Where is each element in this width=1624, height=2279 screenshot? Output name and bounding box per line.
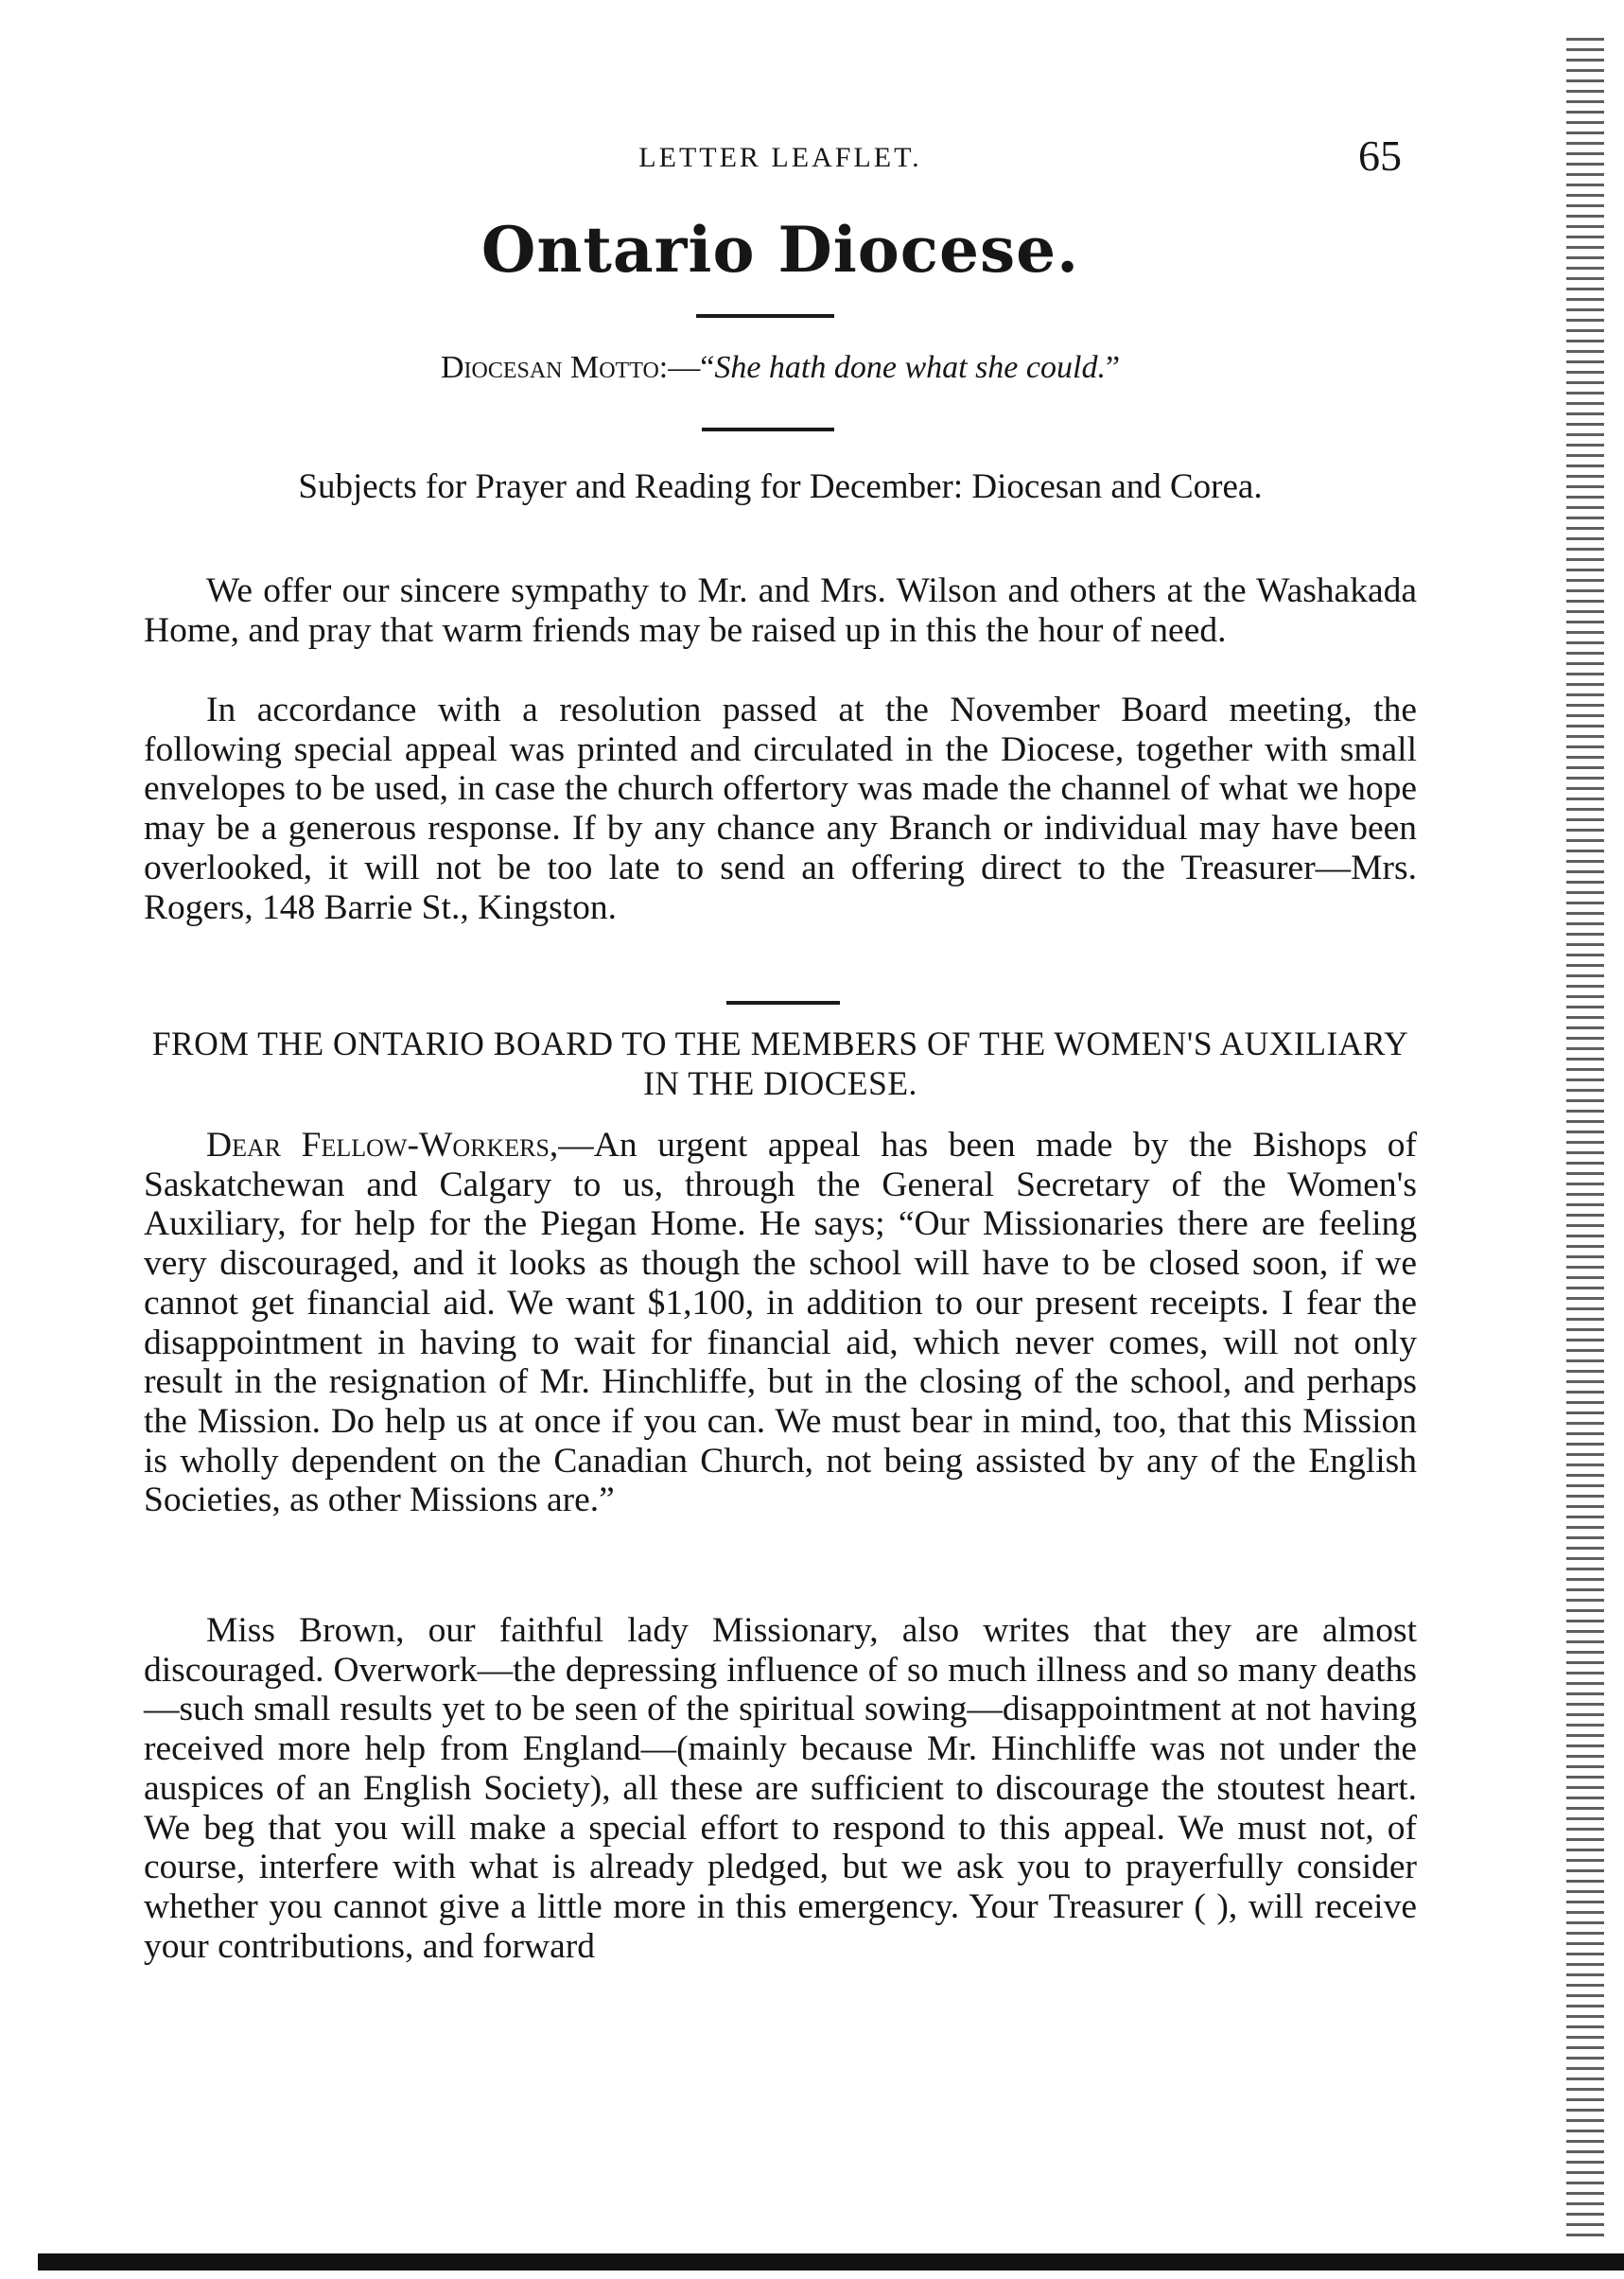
appeal-heading: FROM THE ONTARIO BOARD TO THE MEMBERS OF THE WOMEN'S AUXILIARY IN THE DIOCESE. <box>151 1025 1409 1102</box>
salutation: Dear Fellow-Workers, <box>206 1126 559 1165</box>
divider-rule <box>696 314 834 318</box>
paragraph-resolution: In accordance with a resolution passed at the November Board meeting, the following special appeal was printed and circulated in the Diocese, together with small envelopes to be used, in case the church offertory was made the channel of what we hope may be a generous response. If by any chance any Branch or individual may have been overlooked, it will not be too late to send an offering direct to the Treasurer—Mrs. Rogers, 148 Barrie St., Kingston. <box>144 691 1417 927</box>
motto-separator: :—“ <box>658 350 715 385</box>
diocesan-motto <box>132 350 1428 386</box>
running-head: LETTER LEAFLET. <box>638 142 922 173</box>
motto-text: She hath done what she could. <box>714 350 1106 385</box>
paragraph-appeal <box>144 1126 1417 1520</box>
divider-rule <box>726 1001 840 1005</box>
motto-label: Diocesan Motto <box>440 350 659 385</box>
paragraph-sympathy: We offer our sincere sympathy to Mr. and Mrs. Wilson and others at the Washakada Home, and pray that warm friends may be raised up in this the hour of need. <box>144 571 1417 650</box>
diocese-title: Ontario Diocese. <box>480 213 1080 287</box>
prayer-subjects: Subjects for Prayer and Reading for December: Diocesan and Corea. <box>298 467 1263 506</box>
appeal-body: —An urgent appeal has been made by the Bishops of Saskatchewan and Calgary to us, through the General Secretary of the Women's Auxiliary, for help for the Piegan Home. He says; “Our Missionaries there are feeling very discouraged, and it looks as though the school will have to be closed soon, if we cannot get financial aid. We want $1,100, in addition to our present receipts. I fear the disappointment in having to wait for financial aid, which never comes, will not only result in the resignation of Mr. Hinchliffe, but in the closing of the school, and perhaps the Mission. Do help us at once if you can. We must bear in mind, too, that this Mission is wholly dependent on the Canadian Church, not being assisted by any of the English Societies, as other Missions are.” <box>144 1126 1417 1520</box>
page-number: 65 <box>1358 131 1402 180</box>
divider-rule <box>702 428 834 431</box>
paragraph-miss-brown: Miss Brown, our faithful lady Missionary, also writes that they are almost discouraged. Overwork—the depressing influence of so much illness and so many deaths—such small results yet to be seen of the spiritual sowing—disappointment at not having received more help from England—(mainly because Mr. Hinchliffe was not under the auspices of an English Society), all these are sufficient to discourage the stoutest heart. We beg that you will make a special effort to respond to this appeal. We must not, of course, interfere with what is already pledged, but we ask you to prayerfully consider whether you cannot give a little more in this emergency. Your Treasurer ( ), will receive your contributions, and forward <box>144 1611 1417 1966</box>
page-edge-scan-artifact <box>1566 38 1604 2242</box>
bottom-scan-bar <box>38 2253 1624 2270</box>
motto-close: ” <box>1105 350 1121 385</box>
